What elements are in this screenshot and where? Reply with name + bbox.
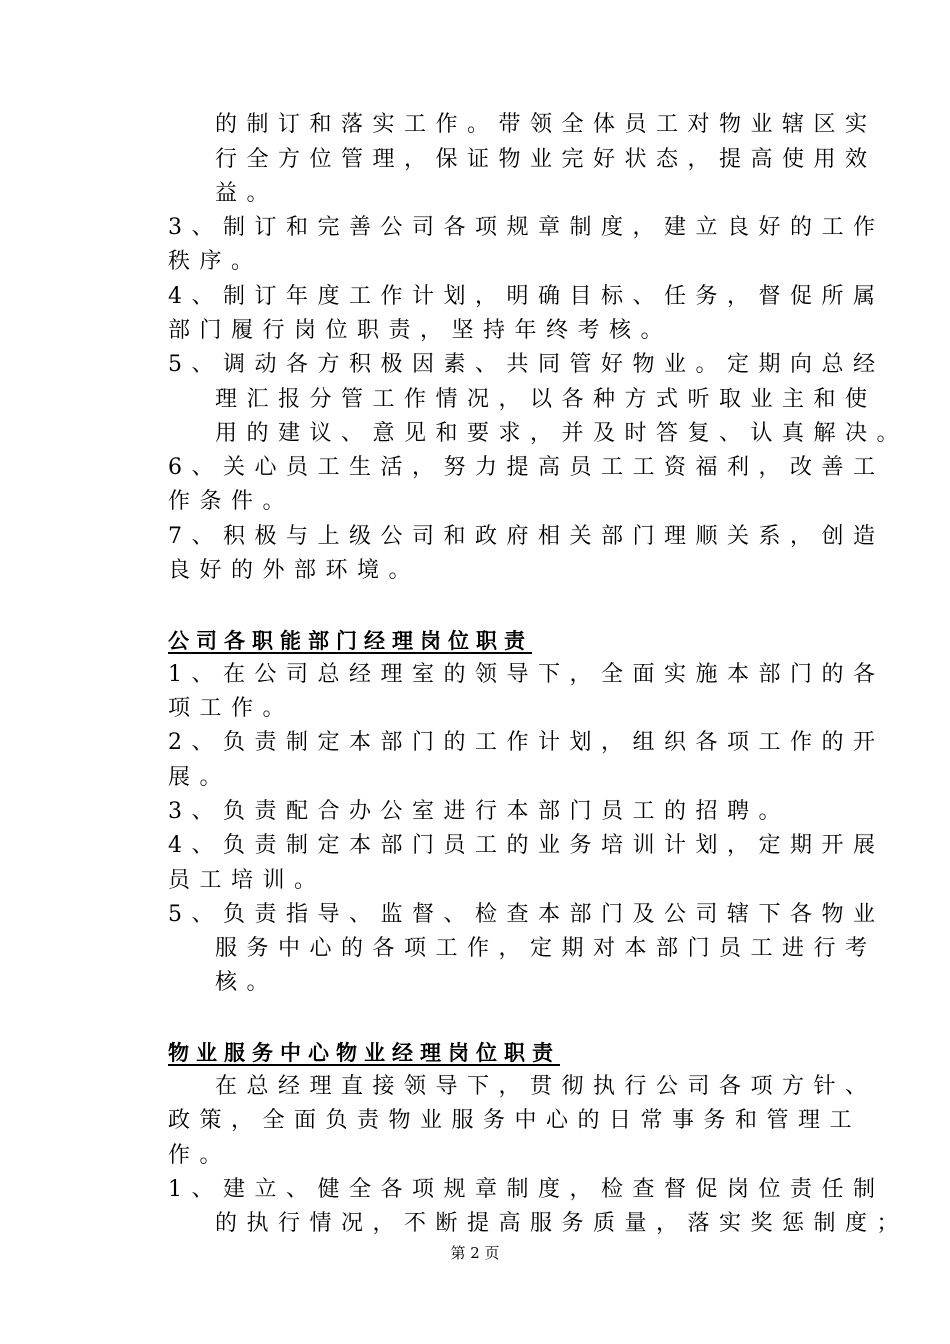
- line-24: 核。: [215, 970, 279, 995]
- line-23: 服务中心的各项工作，定期对本部门员工进行考: [215, 936, 877, 961]
- line-22: 5、负责指导、监督、检查本部门及公司辖下各物业: [168, 902, 885, 927]
- line-21: 员工培训。: [168, 868, 326, 893]
- section-heading-department-manager: 公司各职能部门经理岗位职责: [168, 628, 532, 653]
- line-3: 益。: [215, 181, 279, 206]
- line-27: 作。: [168, 1143, 232, 1168]
- line-4: 3、制订和完善公司各项规章制度，建立良好的工作: [168, 215, 885, 240]
- line-29: 的执行情况，不断提高服务质量，落实奖惩制度；: [215, 1211, 909, 1236]
- line-16: 项工作。: [168, 696, 295, 721]
- line-11: 6、关心员工生活，努力提高员工工资福利，改善工: [168, 455, 885, 480]
- line-14: 良好的外部环境。: [168, 558, 421, 583]
- line-1: 的制订和落实工作。带领全体员工对物业辖区实: [215, 112, 877, 137]
- line-9: 理汇报分管工作情况，以各种方式听取业主和使: [215, 387, 877, 412]
- line-7: 部门履行岗位职责，坚持年终考核。: [168, 318, 673, 343]
- line-26: 政策，全面负责物业服务中心的日常事务和管理工: [168, 1108, 862, 1133]
- line-17: 2、负责制定本部门的工作计划，组织各项工作的开: [168, 730, 885, 755]
- line-15: 1、在公司总经理室的领导下，全面实施本部门的各: [168, 662, 885, 687]
- line-28: 1、建立、健全各项规章制度，检查督促岗位责任制: [168, 1177, 885, 1202]
- line-18: 展。: [168, 765, 232, 790]
- line-12: 作条件。: [168, 489, 295, 514]
- line-10: 用的建议、意见和要求，并及时答复、认真解决。: [215, 421, 909, 446]
- line-13: 7、积极与上级公司和政府相关部门理顺关系，创造: [168, 524, 885, 549]
- section-heading-property-manager: 物业服务中心物业经理岗位职责: [168, 1040, 560, 1065]
- line-2: 行全方位管理，保证物业完好状态，提高使用效: [215, 147, 877, 172]
- line-6: 4、制订年度工作计划，明确目标、任务，督促所属: [168, 284, 885, 309]
- line-20: 4、负责制定本部门员工的业务培训计划，定期开展: [168, 833, 885, 858]
- line-8: 5、调动各方积极因素、共同管好物业。定期向总经: [168, 352, 885, 377]
- line-5: 秩序。: [168, 249, 263, 274]
- line-25: 在总经理直接领导下，贯彻执行公司各项方针、: [215, 1074, 877, 1099]
- line-19: 3、负责配合办公室进行本部门员工的招聘。: [168, 799, 790, 824]
- page-number: 第 2 页: [450, 1244, 500, 1262]
